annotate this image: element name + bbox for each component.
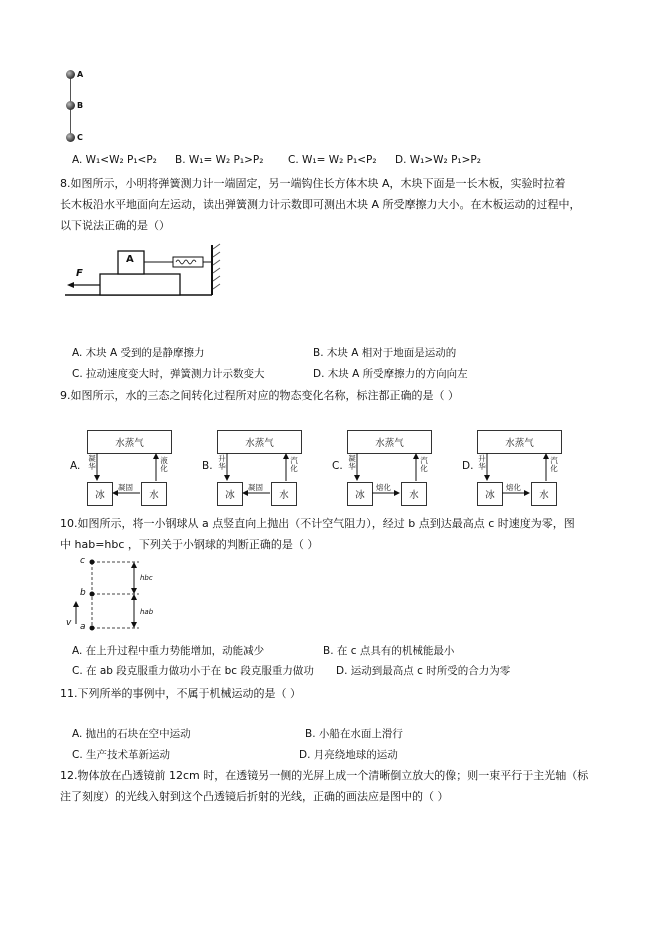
- down-label: 凝华: [348, 454, 356, 471]
- down-label: 升华: [218, 454, 226, 471]
- q7-option-c[interactable]: C. W₁= W₂ P₁<P₂: [288, 154, 377, 166]
- q9-letter: A.: [70, 460, 81, 472]
- q10-figure: [64, 556, 164, 634]
- q9-letter: D.: [462, 460, 474, 472]
- hbc-label: hbc: [140, 574, 153, 582]
- throw-diagram: [64, 556, 164, 634]
- vapor-box: 水蒸气: [217, 430, 302, 454]
- mid-label: 熔化: [376, 483, 391, 492]
- point-a: a: [80, 622, 86, 632]
- up-label: 汽化: [550, 456, 558, 473]
- ball-a: [66, 70, 75, 79]
- ice-box: 冰: [347, 482, 373, 506]
- q11-option-a[interactable]: A. 抛出的石块在空中运动: [72, 728, 191, 740]
- up-label: 汽化: [290, 456, 298, 473]
- water-box: 水: [141, 482, 167, 506]
- q9-stem: 9.如图所示，水的三态之间转化过程所对应的物态变化名称，标注都正确的是（ ）: [60, 389, 459, 402]
- down-label: 凝华: [88, 454, 96, 471]
- ice-box: 冰: [217, 482, 243, 506]
- q7-option-b[interactable]: B. W₁= W₂ P₁>P₂: [175, 154, 264, 166]
- label-a: A: [77, 70, 84, 79]
- q11-option-d[interactable]: D. 月亮绕地球的运动: [299, 749, 398, 761]
- velocity-label: v: [66, 618, 72, 628]
- q9-diagram-b[interactable]: [202, 430, 322, 510]
- point-b: b: [80, 588, 86, 598]
- ball-c: [66, 133, 75, 142]
- q8-block-label: A: [126, 254, 134, 265]
- q8-stem-line3: 以下说法正确的是（）: [60, 219, 170, 232]
- water-box: 水: [401, 482, 427, 506]
- q9-diagram-c[interactable]: [332, 430, 452, 510]
- point-c: c: [80, 556, 85, 566]
- q10-option-a[interactable]: A. 在上升过程中重力势能增加，动能减少: [72, 645, 265, 657]
- ice-box: 冰: [87, 482, 113, 506]
- down-label: 升华: [478, 454, 486, 471]
- up-label: 汽化: [420, 456, 428, 473]
- q11-option-c[interactable]: C. 生产技术革新运动: [72, 749, 171, 761]
- mid-label: 熔化: [506, 483, 521, 492]
- q8-option-a[interactable]: A. 木块 A 受到的是静摩擦力: [72, 347, 205, 359]
- q7-option-d[interactable]: D. W₁>W₂ P₁>P₂: [395, 154, 481, 166]
- q12-stem-line1: 12.物体放在凸透镜前 12cm 时，在透镜另一侧的光屏上成一个清晰倒立放大的像；则一束平行于主光轴（标: [60, 769, 589, 782]
- q10-stem-line1: 10.如图所示，将一小钢球从 a 点竖直向上抛出（不计空气阻力），经过 b 点到达最高点 c 时速度为零，图: [60, 517, 575, 530]
- q10-option-b[interactable]: B. 在 c 点具有的机械能最小: [323, 645, 455, 657]
- q12-stem-line2: 注了刻度）的光线入射到这个凸透镜后折射的光线，正确的画法应是图中的（ ）: [60, 790, 449, 803]
- q10-option-c[interactable]: C. 在 ab 段克服重力做功小于在 bc 段克服重力做功: [72, 665, 314, 677]
- q8-option-c[interactable]: C. 拉动速度变大时，弹簧测力计示数变大: [72, 368, 265, 380]
- q9-letter: C.: [332, 460, 343, 472]
- q8-option-b[interactable]: B. 木块 A 相对于地面是运动的: [313, 347, 457, 359]
- q8-force-label: F: [76, 268, 83, 279]
- mid-label: 凝固: [248, 483, 263, 492]
- vapor-box: 水蒸气: [87, 430, 172, 454]
- q9-letter: B.: [202, 460, 213, 472]
- mid-label: 凝固: [118, 483, 133, 492]
- hab-label: hab: [140, 608, 154, 616]
- label-b: B: [77, 101, 84, 110]
- q8-option-d[interactable]: D. 木块 A 所受摩擦力的方向向左: [313, 368, 468, 380]
- q7-option-a[interactable]: A. W₁<W₂ P₁<P₂: [72, 154, 157, 166]
- q8-stem-line1: 8.如图所示，小明将弹簧测力计一端固定，另一端钩住长方体木块 A，木块下面是一长木板，实验时拉着: [60, 177, 566, 190]
- water-box: 水: [271, 482, 297, 506]
- q10-stem-line2: 中 hab=hbc ，下列关于小钢球的判断正确的是（ ）: [60, 538, 319, 551]
- q10-option-d[interactable]: D. 运动到最高点 c 时所受的合力为零: [336, 665, 511, 677]
- q9-diagram-a[interactable]: [70, 430, 190, 510]
- q9-diagram-d[interactable]: [462, 430, 582, 510]
- up-label: 液化: [160, 456, 168, 473]
- vapor-box: 水蒸气: [347, 430, 432, 454]
- q11-option-b[interactable]: B. 小船在水面上滑行: [305, 728, 403, 740]
- ball-b: [66, 101, 75, 110]
- friction-apparatus: [65, 243, 225, 301]
- q11-stem: 11.下列所举的事例中，不属于机械运动的是（ ）: [60, 687, 301, 700]
- vapor-box: 水蒸气: [477, 430, 562, 454]
- label-c: C: [77, 133, 83, 142]
- ice-box: 冰: [477, 482, 503, 506]
- water-box: 水: [531, 482, 557, 506]
- q8-stem-line2: 长木板沿水平地面向左运动，读出弹簧测力计示数即可测出木块 A 所受摩擦力大小。在木板运动的过程中，: [60, 198, 581, 211]
